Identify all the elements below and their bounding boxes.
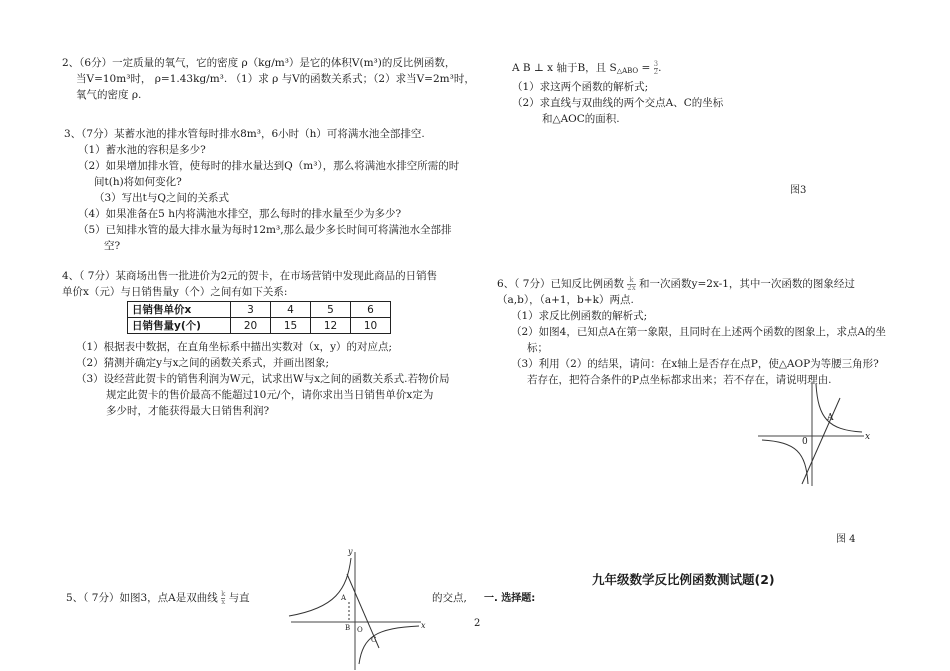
question-3 <box>64 126 459 254</box>
figure-4-label: 图 4 <box>836 534 856 545</box>
q5-cont-end: . <box>658 62 662 74</box>
q6-text-a: 6、（ 7分）已知反比例函数 <box>497 278 624 290</box>
q6-line-5: （3）利用（2）的结果，请问：在x轴上是否存在点P，使△AOP为等腰三角形? <box>511 358 879 370</box>
q3-line-7: （5）已知排水管的最大排水量为每时12m³,那么最少多长时间可将满池水全部排 <box>78 224 452 236</box>
q3-line-2: （1）蓄水池的容积是多少? <box>78 144 206 156</box>
q5-fraction <box>221 591 225 606</box>
q5-item-3: 和△AOC的面积. <box>542 113 620 125</box>
table-cell: 20 <box>231 318 271 334</box>
q4-part-1: （1）根据表中数据，在直角坐标系中描出实数对（x，y）的对应点; <box>76 341 393 353</box>
q5-text-c: 的交点, <box>432 592 467 604</box>
q5-text-a: 5、（ 7分）如图3，点A是双曲线 <box>66 592 218 604</box>
fig3-y: y <box>348 547 353 556</box>
q5-item-2: （2）求直线与双曲线的两个交点A、C的坐标 <box>512 97 724 109</box>
figure-4 <box>752 378 872 488</box>
q4-part-3: （3）设经营此贺卡的销售利润为W元，试求出W与x之间的函数关系式.若物价局 <box>76 373 450 385</box>
table-cell: 12 <box>311 318 351 334</box>
question-2 <box>62 55 475 103</box>
q5-frac-num: k <box>221 589 226 598</box>
q5-frac-den: x <box>221 597 226 606</box>
table-row <box>128 318 391 334</box>
q4-part-2: （2）猜测并确定y与x之间的函数关系式，并画出图象; <box>76 357 330 369</box>
q3-line-4: 间t(h)将如何变化? <box>94 176 182 188</box>
q3-line-6: （4）如果准备在5 h内将满池水排空，那么每时的排水量至少为多少? <box>78 208 402 220</box>
q4-line-1: 4、（ 7分）某商场出售一批进价为2元的贺卡，在市场营销中发现此商品的日销售 <box>62 270 438 282</box>
page-number: 2 <box>474 618 481 629</box>
q6-line-6: 若存在，把符合条件的P点坐标都求出来；若不存在，请说明理由. <box>527 374 832 386</box>
fig4-origin: 0 <box>802 437 808 447</box>
q3-line-8: 空? <box>104 240 121 252</box>
table-cell: 3 <box>231 302 271 318</box>
q5-area-num: 3 <box>653 59 659 68</box>
q6-line-1: （a,b），（a+1，b+k）两点. <box>497 294 634 306</box>
q6-line-3: （2）如图4，已知点A在第一象限，且同时在上述两个函数的图象上，求点A的坐 <box>511 326 887 338</box>
q6-frac-den: 2x <box>627 283 636 292</box>
q3-line-3: （2）如果增加排水管，使每时的排水量达到Q（m³），那么将满池水排空所需的时 <box>78 160 460 172</box>
sales-table <box>127 301 391 334</box>
table-cell: 6 <box>351 302 391 318</box>
question-4 <box>62 268 437 300</box>
question-6 <box>497 276 886 388</box>
q3-line-1: 3、（7分）某蓄水池的排水管每时排水8m³，6小时（h）可将满水池全部排空. <box>64 128 425 140</box>
table-cell: 10 <box>351 318 391 334</box>
table-cell: 4 <box>271 302 311 318</box>
table-row <box>128 302 391 318</box>
fig4-point-a: A <box>827 413 834 423</box>
question-5-cont <box>512 60 723 127</box>
table-cell: 15 <box>271 318 311 334</box>
q6-line-2: （1）求反比例函数的解析式; <box>511 310 648 322</box>
q6-fraction <box>627 277 635 292</box>
figure-3-label: 图3 <box>790 185 807 196</box>
question-4-parts <box>76 339 450 419</box>
question-5-start <box>66 590 250 606</box>
section-heading: 一. 选择题: <box>484 593 536 604</box>
fig3-x: x <box>421 621 426 630</box>
fig3-point-b: B <box>345 624 351 632</box>
table-header-price: 日销售单价x <box>128 302 231 318</box>
q5-area-den: 2 <box>653 67 659 76</box>
q6-text-b: 和一次函数y=2x-1，其中一次函数的图象经过 <box>639 278 855 290</box>
q5-cont-eq: = <box>638 62 651 74</box>
page-title: 九年级数学反比例函数测试题(2) <box>592 572 775 587</box>
table-header-volume: 日销售量y(个) <box>128 318 231 334</box>
q2-line-3: 氧气的密度 ρ. <box>76 89 142 101</box>
fig3-point-a: A <box>341 594 347 602</box>
q5-text-b: 与直 <box>228 592 250 604</box>
fig3-origin: O <box>357 626 363 634</box>
q5-cont-sub: △ABO <box>616 67 639 75</box>
q5-item-1: （1）求这两个函数的解析式; <box>512 81 649 93</box>
fig3-point-c: C <box>371 636 377 644</box>
q5-cont-a: A B ⊥ x 轴于B，且 S <box>512 62 617 74</box>
q3-line-5: （3）写出t与Q之间的关系式 <box>94 192 230 204</box>
q2-line-1: 2、（6分）一定质量的氧气，它的密度 ρ（kg/m³）是它的体积V(m³)的反比例函数， <box>62 57 456 69</box>
q6-line-4: 标； <box>527 342 548 354</box>
q4-part-3-cont-1: 规定此贺卡的售价最高不能超过10元/个，请你求出当日销售单价x定为 <box>106 389 434 401</box>
q2-line-2: 当V=10m³时， ρ=1.43kg/m³. （1）求 ρ 与V的函数关系式；（2）求当V=2m³时， <box>76 73 475 85</box>
figure-3 <box>285 546 425 671</box>
q4-line-2: 单价x（元）与日销售量y（个）之间有如下关系: <box>62 286 288 298</box>
fig4-x: x <box>865 432 871 442</box>
q4-part-3-cont-2: 多少时，才能获得最大日销售利润? <box>106 405 270 417</box>
q6-frac-num: k <box>629 275 634 284</box>
table-cell: 5 <box>311 302 351 318</box>
